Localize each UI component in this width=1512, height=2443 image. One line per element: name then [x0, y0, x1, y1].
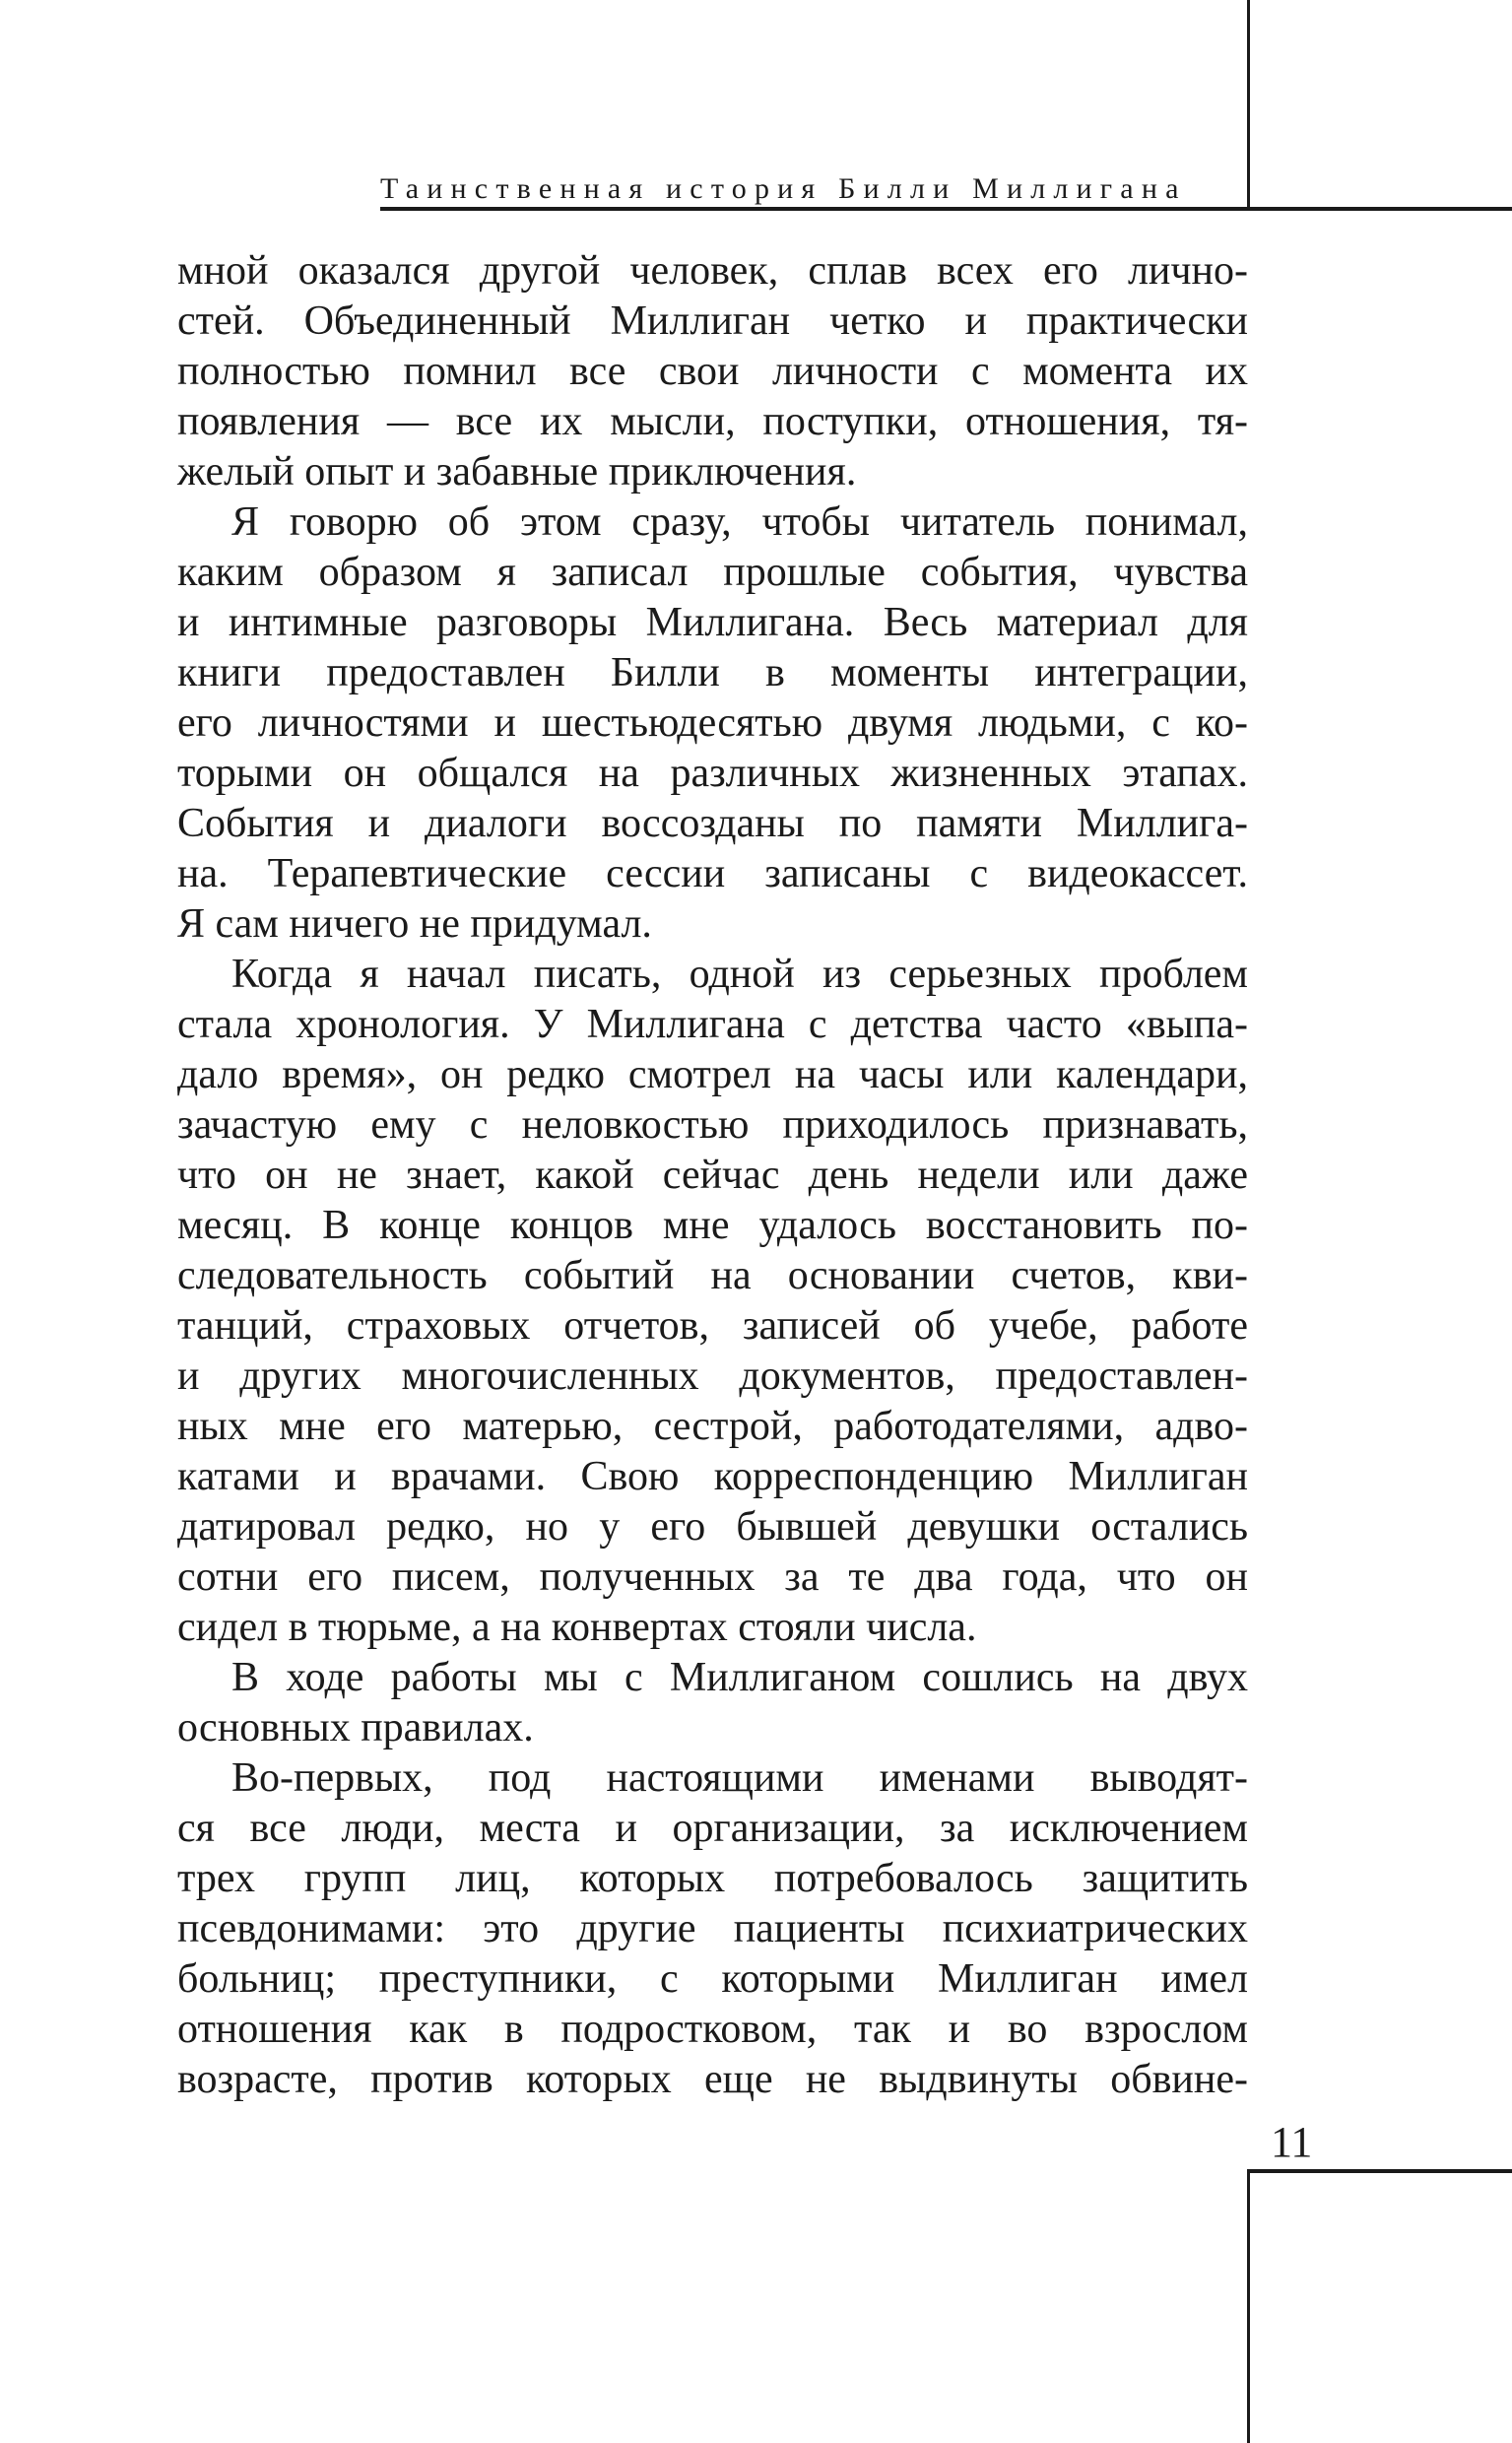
text-line: полностью помнил все свои личности с момента их — [177, 349, 1248, 394]
text-line: основных правилах. — [177, 1705, 534, 1750]
text-line: Во-первых, под настоящими именами выводят- — [231, 1755, 1248, 1801]
text-line: появления — все их мысли, поступки, отношения, тя- — [177, 399, 1248, 444]
text-line: зачастую ему с неловкостью приходилось признавать, — [177, 1102, 1248, 1148]
text-line: ся все люди, места и организации, за исключением — [177, 1806, 1248, 1851]
text-line: Я сам ничего не придумал. — [177, 901, 652, 947]
text-line: стала хронология. У Миллигана с детства часто «выпа- — [177, 1002, 1248, 1047]
text-line: мной оказался другой человек, сплав всех его лично- — [177, 248, 1248, 294]
text-line: сидел в тюрьме, а на конвертах стояли числа. — [177, 1605, 977, 1650]
text-line: возрасте, против которых еще не выдвинуты обвине- — [177, 2057, 1248, 2102]
text-line: дало время», он редко смотрел на часы или календари, — [177, 1052, 1248, 1097]
running-header: Таинственная история Билли Миллигана — [380, 172, 1187, 205]
bottom-vertical-rule — [1247, 2171, 1250, 2443]
top-vertical-rule — [1247, 0, 1250, 208]
text-line: катами и врачами. Свою корреспонденцию Миллиган — [177, 1454, 1248, 1499]
text-line: События и диалоги воссозданы по памяти Миллига- — [177, 801, 1248, 846]
header-rule — [380, 207, 1512, 211]
text-line: В ходе работы мы с Миллиганом сошлись на двух — [231, 1655, 1248, 1700]
text-line: стей. Объединенный Миллиган четко и практически — [177, 298, 1248, 344]
text-line: Я говорю об этом сразу, чтобы читатель понимал, — [231, 499, 1248, 545]
text-line: и интимные разговоры Миллигана. Весь материал для — [177, 600, 1248, 645]
text-line: и других многочисленных документов, предоставлен- — [177, 1354, 1248, 1399]
text-line: псевдонимами: это другие пациенты психиатрических — [177, 1906, 1248, 1951]
text-line: на. Терапевтические сессии записаны с видеокассет. — [177, 851, 1248, 896]
text-line: что он не знает, какой сейчас день недели или даже — [177, 1153, 1248, 1198]
text-line: книги предоставлен Билли в моменты интеграции, — [177, 650, 1248, 695]
text-line: отношения как в подростковом, так и во взрослом — [177, 2007, 1248, 2052]
text-line: Когда я начал писать, одной из серьезных проблем — [231, 952, 1248, 997]
text-line: следовательность событий на основании счетов, кви- — [177, 1253, 1248, 1298]
text-line: ных мне его матерью, сестрой, работодателями, адво- — [177, 1404, 1248, 1449]
footer-rule — [1247, 2169, 1512, 2173]
body-text — [177, 246, 1248, 2105]
text-line: месяц. В конце концов мне удалось восстановить по- — [177, 1203, 1248, 1248]
text-line: его личностями и шестьюдесятью двумя людьми, с ко- — [177, 700, 1248, 746]
page-number: 11 — [1271, 2118, 1313, 2166]
text-line: желый опыт и забавные приключения. — [177, 449, 857, 495]
text-line: трех групп лиц, которых потребовалось защитить — [177, 1856, 1248, 1901]
text-line: каким образом я записал прошлые события, чувства — [177, 550, 1248, 595]
text-line: больниц; преступники, с которыми Миллиган имел — [177, 1956, 1248, 2002]
text-line: сотни его писем, полученных за те два года, что он — [177, 1554, 1248, 1600]
text-line: датировал редко, но у его бывшей девушки остались — [177, 1504, 1248, 1550]
text-line: торыми он общался на различных жизненных этапах. — [177, 751, 1248, 796]
text-line: танций, страховых отчетов, записей об учебе, работе — [177, 1303, 1248, 1349]
